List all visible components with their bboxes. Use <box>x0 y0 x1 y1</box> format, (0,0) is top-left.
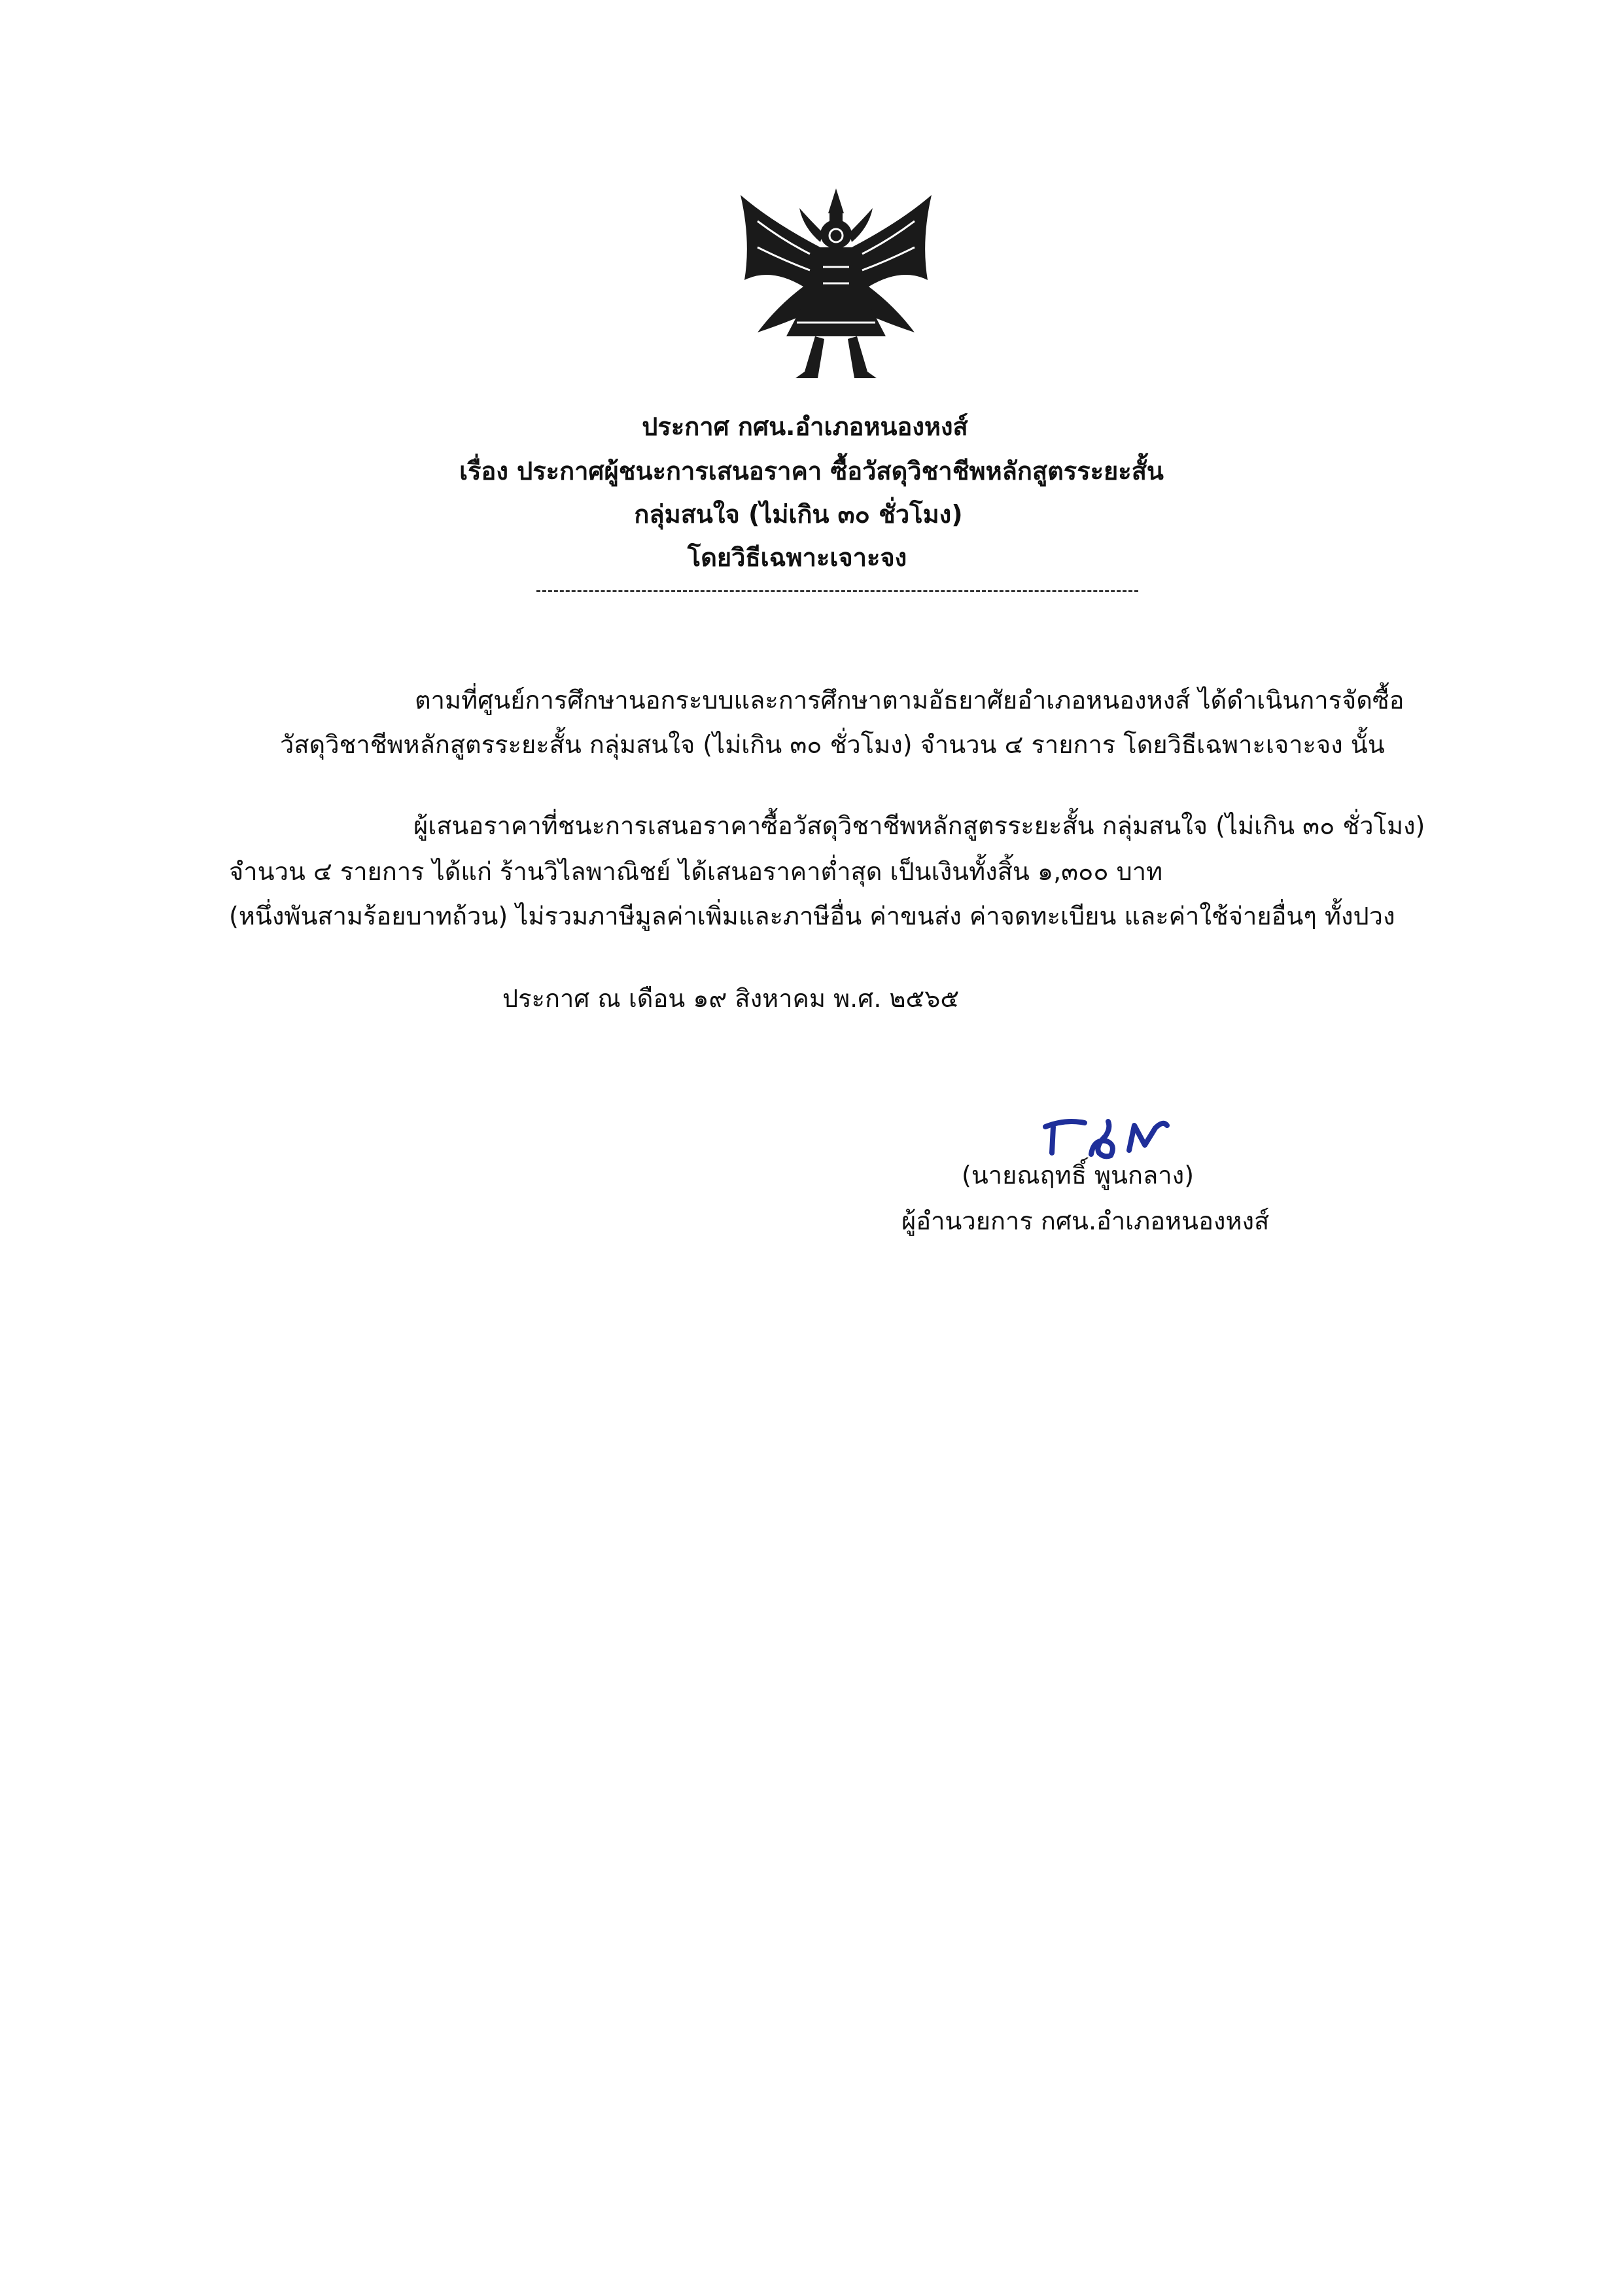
garuda-emblem-icon <box>731 182 941 385</box>
paragraph-2-line-3: (หนึ่งพันสามร้อยบาทถ้วน) ไม่รวมภาษีมูลค่าเพิ่มและภาษีอื่น ค่าขนส่ง ค่าจดทะเบียน และค่าใช้จ่ายอื่นๆ ทั้งปวง <box>229 902 1395 930</box>
paragraph-1-line-1: ตามที่ศูนย์การศึกษานอกระบบและการศึกษาตามอัธยาศัยอำเภอหนองหงส์ ได้ดำเนินการจัดซื้อ <box>415 686 1405 715</box>
announcement-subject-line2: กลุ่มสนใจ (ไม่เกิน ๓๐ ชั่วโมง) <box>634 500 963 529</box>
paragraph-2-line-2: จำนวน ๔ รายการ ได้แก่ ร้านวิไลพาณิชย์ ได้เสนอราคาต่ำสุด เป็นเงินทั้งสิ้น ๑,๓๐๐ บาท <box>229 857 1163 886</box>
announcement-subject: เรื่อง ประกาศผู้ชนะการเสนอราคา ซื้อวัสดุวิชาชีพหลักสูตรระยะสั้น <box>459 457 1164 486</box>
procurement-method: โดยวิธีเฉพาะเจาะจง <box>687 543 907 572</box>
signer-name: (นายณฤทธิ์ พูนกลาง) <box>962 1161 1195 1190</box>
announcement-date: ประกาศ ณ เดือน ๑๙ สิงหาคม พ.ศ. ๒๕๖๕ <box>502 984 960 1013</box>
paragraph-1-line-2: วัสดุวิชาชีพหลักสูตรระยะสั้น กลุ่มสนใจ (ไม่เกิน ๓๐ ชั่วโมง) จำนวน ๔ รายการ โดยวิธีเฉพาะเจาะจง นั้น <box>280 730 1385 759</box>
paragraph-2-line-1: ผู้เสนอราคาที่ชนะการเสนอราคาซื้อวัสดุวิชาชีพหลักสูตรระยะสั้น กลุ่มสนใจ (ไม่เกิน ๓๐ ชั่วโมง) <box>413 811 1425 840</box>
announcement-title: ประกาศ กศน.อำเภอหนองหงส์ <box>642 412 968 441</box>
title-divider <box>536 590 1138 592</box>
signer-position: ผู้อำนวยการ กศน.อำเภอหนองหงส์ <box>901 1207 1270 1235</box>
